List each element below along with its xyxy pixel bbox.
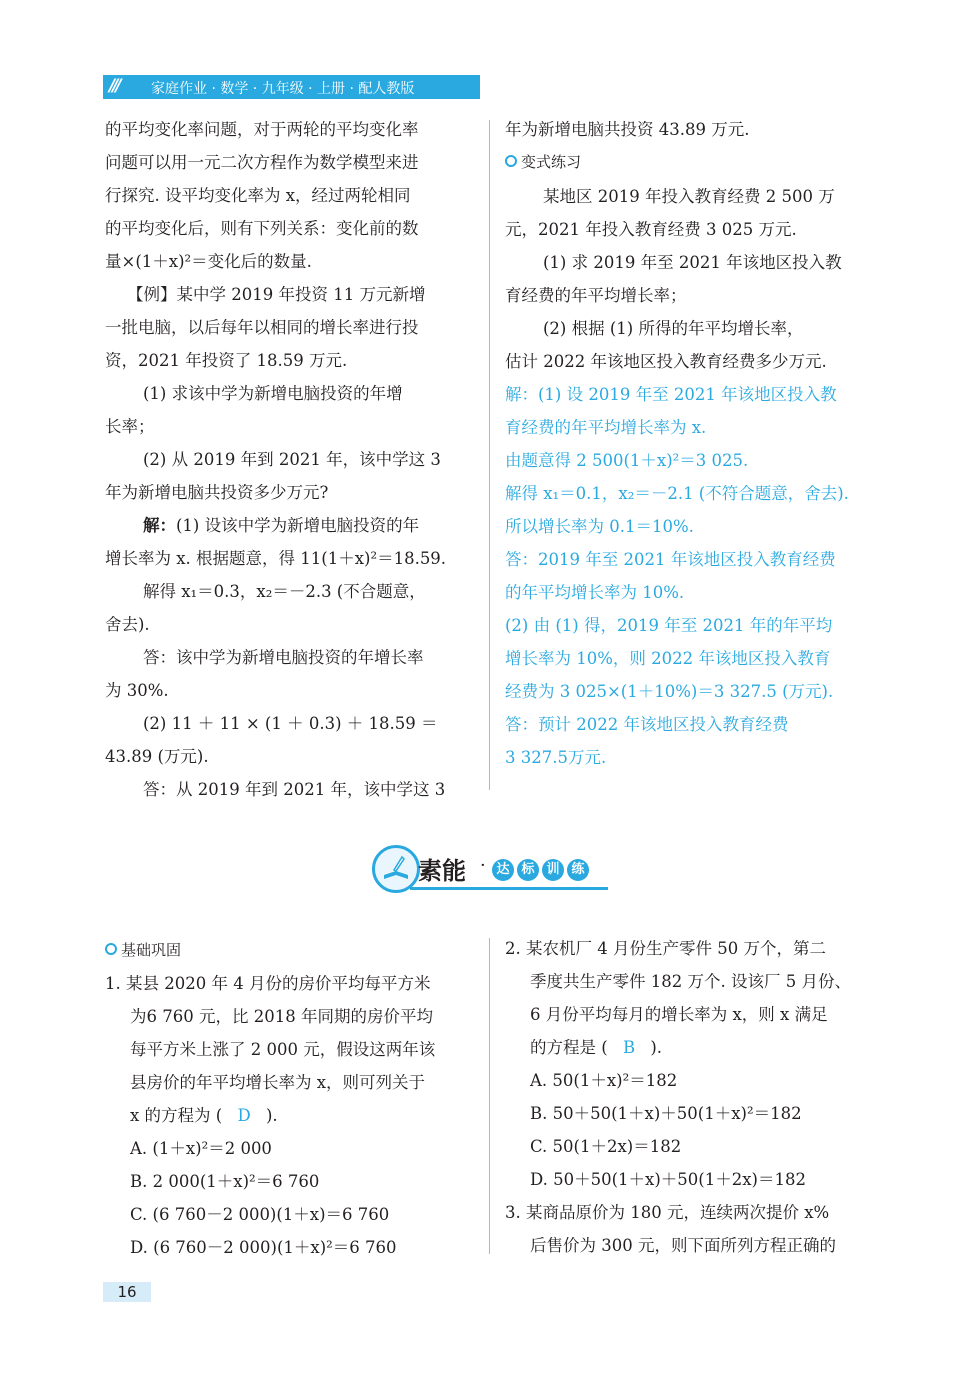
option-line: C. (6 760－2 000)(1＋x)＝6 760 [130,1205,390,1224]
solution-text: (1) 设该中学为新增电脑投资的年 [176,516,420,535]
solution-line [143,514,419,538]
text-line: 一批电脑，以后每年以相同的增长率进行投 [105,318,419,337]
section-title: 变式练习 [521,153,582,171]
text-line: (2) 从 2019 年到 2021 年，该中学这 3 [143,450,441,469]
question-line: 1. 某县 2020 年 4 月份的房价平均每平方米 [105,974,431,993]
answer-line: 的年平均增长率为 10%. [505,583,685,602]
text-line: 育经费的年平均增长率； [505,286,687,305]
text-line: 年为新增电脑共投资多少万元? [105,483,329,502]
answer-line: 答：预计 2022 年该地区投入教育经费 [505,715,789,734]
example-line: 【例】某中学 2019 年投资 11 万元新增 [127,285,426,304]
answer-line: 解得 x₁＝0.1，x₂＝－2.1 (不符合题意，舍去). [505,484,849,503]
option-line: B. 50＋50(1＋x)＋50(1＋x)²＝182 [530,1104,802,1123]
text-line: 舍去). [105,615,150,634]
column-divider [489,120,490,790]
section-band [372,845,612,895]
section-heading [505,150,581,174]
question-line: 6 月份平均每月的增长率为 x，则 x 满足 [530,1005,828,1024]
circle-bullet-icon [105,943,117,955]
section-heading [105,938,181,962]
answer-choice: B [622,1038,636,1057]
text-line: (1) 求 2019 年至 2021 年该地区投入教 [543,253,842,272]
answer-line: 3 327.5万元. [505,748,607,767]
text-line: 资，2021 年投资了 18.59 万元. [105,351,348,370]
text-line: 估计 2022 年该地区投入教育经费多少万元. [505,352,827,371]
question-line [530,1036,662,1060]
text-line: 增长率为 x. 根据题意，得 11(1＋x)²＝18.59. [105,549,447,568]
text-line: 行探究. 设平均变化率为 x，经过两轮相同 [105,186,411,205]
text-line: 年为新增电脑共投资 43.89 万元. [505,120,750,139]
text-line: 长率； [105,417,155,436]
text-line: 为 30%. [105,681,169,700]
running-header [103,75,480,99]
answer-line: 所以增长率为 0.1＝10%. [505,517,694,536]
text-line: 43.89 (万元). [105,747,209,766]
question-line: 每平方米上涨了 2 000 元，假设这两年该 [130,1040,436,1059]
text-line: 的平均变化率问题，对于两轮的平均变化率 [105,120,419,139]
column-divider [489,938,490,1254]
slash-icon: /// [109,76,119,96]
text-line: 解得 x₁＝0.3，x₂＝－2.3 (不合题意， [143,582,426,601]
question-line: 季度共生产零件 182 万个. 设该厂 5 月份、 [530,972,851,991]
band-chip: 训 [542,859,564,881]
question-line: 后售价为 300 元，则下面所列方程正确的 [530,1236,836,1255]
text-line: (2) 根据 (1) 所得的年平均增长率， [543,319,804,338]
text-line: 答：该中学为新增电脑投资的年增长率 [143,648,424,667]
band-underline [410,887,608,890]
band-chip: 标 [517,859,539,881]
text-line: (2) 11 ＋ 11 × (1 ＋ 0.3) ＋ 18.59 ＝ [143,714,438,733]
band-chip: 达 [492,859,514,881]
book-badge-icon [372,845,420,893]
band-dot: · [480,855,486,876]
answer-line: 由题意得 2 500(1＋x)²＝3 025. [505,451,749,470]
answer-line: 答：2019 年至 2021 年该地区投入教育经费 [505,550,836,569]
question-line [130,1104,278,1128]
question-text: 的方程是 ( [530,1038,608,1057]
option-line: C. 50(1＋2x)＝182 [530,1137,682,1156]
band-chip: 练 [567,859,589,881]
text-line: (1) 求该中学为新增电脑投资的年增 [143,384,403,403]
question-line: 为6 760 元，比 2018 年同期的房价平均 [130,1007,433,1026]
section-title: 基础巩固 [121,941,182,959]
text-line: 量×(1＋x)²＝变化后的数量. [105,252,312,271]
option-line: D. 50＋50(1＋x)＋50(1＋2x)＝182 [530,1170,806,1189]
text-line: 问题可以用一元二次方程作为数学模型来进 [105,153,419,172]
page-number: 16 [103,1282,151,1302]
text-line: 的平均变化后，则有下列关系：变化前的数 [105,219,419,238]
answer-line: 育经费的年平均增长率为 x. [505,418,707,437]
text-line: 答：从 2019 年到 2021 年，该中学这 3 [143,780,446,799]
answer-line: (2) 由 (1) 得，2019 年至 2021 年的年平均 [505,616,833,635]
answer-line: 增长率为 10%，则 2022 年该地区投入教育 [505,649,831,668]
question-text: ). [265,1106,278,1125]
band-title-main: 素能 [418,857,466,885]
option-line: B. 2 000(1＋x)²＝6 760 [130,1172,320,1191]
option-line: A. 50(1＋x)²＝182 [530,1071,678,1090]
circle-bullet-icon [505,155,517,167]
question-line: 2. 某农机厂 4 月份生产零件 50 万个，第二 [505,939,826,958]
answer-line: 解：(1) 设 2019 年至 2021 年该地区投入教 [505,385,837,404]
question-text: x 的方程为 ( [130,1106,223,1125]
question-line: 县房价的年平均增长率为 x，则可列关于 [130,1073,426,1092]
question-line: 3. 某商品原价为 180 元，连续两次提价 x% [505,1203,830,1222]
text-line: 某地区 2019 年投入教育经费 2 500 万 [543,187,835,206]
option-line: D. (6 760－2 000)(1＋x)²＝6 760 [130,1238,397,1257]
solution-label: 解： [143,516,176,535]
answer-line: 经费为 3 025×(1＋10%)＝3 327.5 (万元). [505,682,834,701]
option-line: A. (1＋x)²＝2 000 [130,1139,272,1158]
answer-choice: D [237,1106,251,1125]
question-text: ). [650,1038,663,1057]
text-line: 元，2021 年投入教育经费 3 025 万元. [505,220,797,239]
header-title: 家庭作业 · 数学 · 九年级 · 上册 · 配人教版 [151,81,415,97]
